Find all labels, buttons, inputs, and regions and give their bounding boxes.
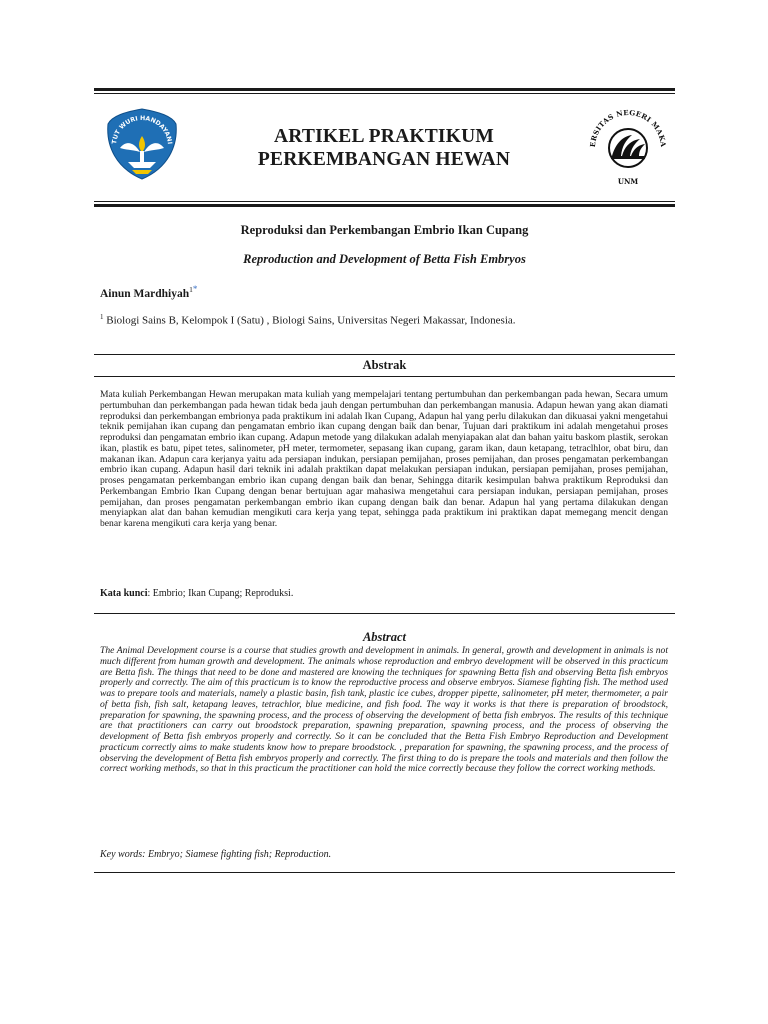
author-affiliation-number: 1 bbox=[189, 285, 193, 294]
author-name: Ainun Mardhiyah bbox=[100, 287, 190, 300]
abstrak-heading-rule bbox=[94, 376, 675, 377]
abstract-top-rule bbox=[94, 613, 675, 614]
affiliation-number: 1 bbox=[100, 313, 104, 321]
affiliation-text: Biologi Sains B, Kelompok I (Satu) , Biologi Sains, Universitas Negeri Makassar, Indonesia. bbox=[103, 314, 516, 327]
author-line bbox=[100, 284, 197, 300]
unm-university-logo-icon bbox=[582, 98, 674, 190]
article-title-english: Reproduction and Development of Betta Fish Embryos bbox=[243, 252, 526, 266]
header-title-line2: PERKEMBANGAN HEWAN bbox=[257, 149, 511, 170]
header-top-rule bbox=[94, 88, 675, 91]
tut-wuri-handayani-text: TUT WURI HANDAYANI bbox=[111, 114, 173, 145]
tut-wuri-handayani-logo-icon bbox=[104, 106, 180, 182]
header-bottom-rule bbox=[94, 204, 675, 207]
header-title-line1: ARTIKEL PRAKTIKUM bbox=[274, 126, 494, 147]
unm-logo-abbr: UNM bbox=[617, 177, 639, 186]
header-title bbox=[200, 125, 568, 171]
affiliation-line bbox=[100, 313, 516, 327]
abstract-bottom-rule bbox=[94, 872, 675, 873]
abstrak-body: Mata kuliah Perkembangan Hewan merupakan mata kuliah yang mempelajari tentang pertumbuhan dan perkembangan pada hewan, Secara umum pertumbuhan dan perkembangan pada hewan tidak beda jauh dengan pertumbuhan dan perkembangan manusia. Adapun hewan yang akan diamati reproduksi dan perkembangan embrionya pada praktikum ini adalah Ikan Cupang, Adapun hal yang perlu dilakukan dan dikuasai yakni mengetahui teknik pemijahan ikan cupang dan pengamatan embrio ikan cupang dengan baik dan benar, Tujuan dari praktikum ini adalah mengetahui proses reproduksi dan pengamatan embrio ikan cupang. Adapun metode yang dilakukan adalah menyiapakan alat dan bahan yaitu baskom plastik, serokan ikan, plastik es batu, pipet tetes, salinometer, pH meter, termometer, sepasang ikan cupang, garam ikan, daun ketapang, tetraclhlor, obat biru, dan makanan ikan. Adapun cara kerjanya yaitu ada persiapan indukan, persiapan pemijahan, proses pemijahan, dan proses pengamatan perkembangan embrio ikan cupang. Adapun hasil dari teknik ini adalah praktikan dapat melakukan persiapan indukan, persiapan pemijahan, proses pemijahan, proses pengamatan perkembangan embrio ikan cupang dengan baik dan benar, Sehingga ditarik kesimpulan bahwa praktikum Reproduksi dan Perkembangan Embrio Ikan Cupang dengan benar bertujuan agar mahasiwa mengetahui cara persiapan indukan, persiapan pemijahan, proses pemijahan, dan proses pengamatan perkembangan embrio ikan cupang dengan baik dan benar. Adapun hal yang pertama dilakukan dengan menyiapkan alat dan bahan kemudian mengikuti cara kerja yang tepat, sehingga pada praktikum ini praktikan dapat memegang mencit dengan benar karena mengikuti cara kerja yang benar. bbox=[100, 389, 668, 529]
header-bottom-rule-thin bbox=[94, 201, 675, 202]
abstract-keywords: Key words: Embryo; Siamese fighting fish; Reproduction. bbox=[100, 849, 332, 860]
abstract-body: The Animal Development course is a course that studies growth and development in animals. In general, growth and development in animals is not much different from human growth and development. The animals whose reproduction and embryo development will be observed in this practicum are Betta fish. The things that need to be done and mastered are knowing the techniques for spawning Betta fish and observing Betta fish embryos properly and correctly. The aim of this practicum is to know the reproductive process and observe embryos. Siamese fighting fish. The method used was to prepare tools and materials, namely a plastic basin, fish tank, plastic ice cubes, dropper pipette, salinometer, pH meter, thermometer, a pair of betta fish, fish salt, ketapang leaves, tetrachlor, blue medicine, and fish food. The way it works is that there is preparation of broodstock, preparation for spawning, the spawning process, and the process of observing the development of betta fish embryos. The results of this technique are that practitioners can carry out broodstock preparation, spawning preparation, spawning process, and the process of observing the development of Betta fish embryos properly and correctly. So it can be concluded that the Betta Fish Embryo Reproduction and Development practicum correctly aims to make students know how to prepare broodstock. , preparation for spawning, the spawning process, and the process of observing the development of Betta fish embryos properly and correctly. The first thing to do is prepare the tools and materials and then follow the correct working methods, so that in this practicum the practitioner can hold the mice correctly because they follow the correct working methods. bbox=[100, 645, 668, 775]
abstrak-top-rule bbox=[94, 354, 675, 355]
header-top-rule-thin bbox=[94, 93, 675, 94]
unm-logo-ring-text: ERSITAS NEGERI MAKA bbox=[587, 107, 669, 148]
abstrak-keywords-text: : Embrio; Ikan Cupang; Reproduksi. bbox=[147, 588, 294, 599]
corresponding-author-mark[interactable]: * bbox=[192, 284, 198, 294]
abstrak-heading: Abstrak bbox=[362, 358, 407, 372]
abstrak-keywords bbox=[100, 588, 293, 599]
abstrak-keywords-label: Kata kunci bbox=[100, 588, 148, 599]
abstract-heading: Abstract bbox=[362, 630, 407, 644]
article-title: Reproduksi dan Perkembangan Embrio Ikan Cupang bbox=[240, 223, 529, 237]
